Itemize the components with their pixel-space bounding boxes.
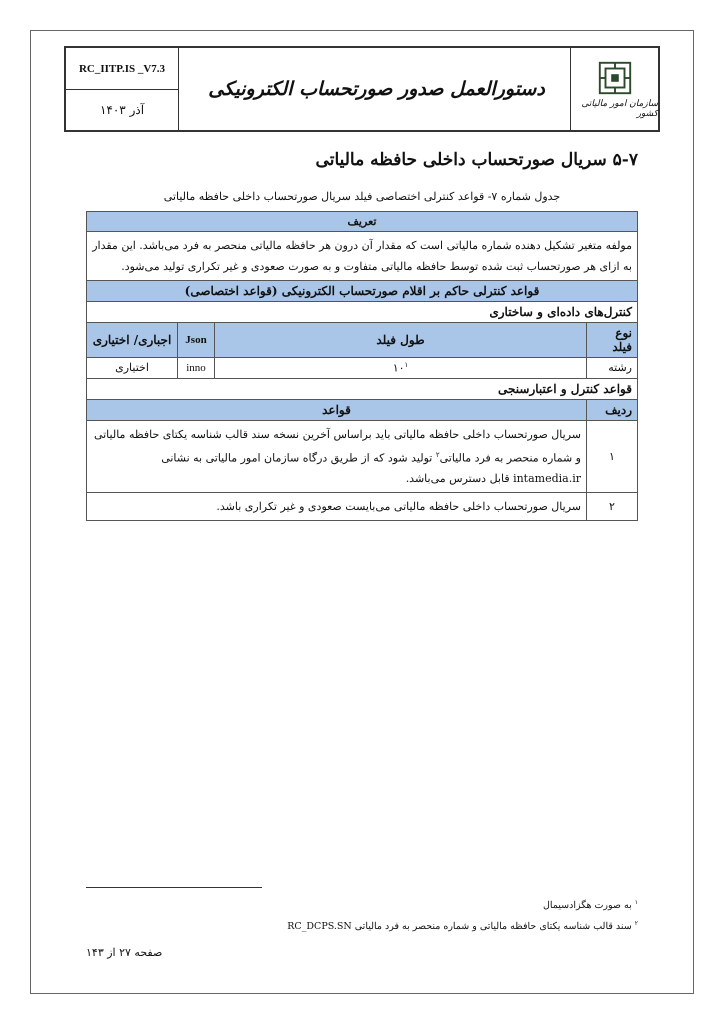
field-type-value: رشته bbox=[587, 358, 638, 379]
organization-name: سازمان امور مالیاتی کشور bbox=[581, 99, 658, 119]
document-code: RC_IITP.IS _V7.3 bbox=[66, 48, 179, 90]
rule-text-part: تولید شود که از طریق درگاه سازمان امور مالیاتی به نشانی intamedia.ir قابل دسترس می‌باشد. bbox=[161, 451, 581, 486]
section-title: ۵-۷ سریال صورتحساب داخلی حافظه مالیاتی bbox=[315, 150, 638, 170]
definition-heading: تعریف bbox=[87, 212, 638, 232]
column-header-row-number: ردیف bbox=[587, 399, 638, 420]
table-row bbox=[87, 493, 638, 521]
footnote-text: سند قالب شناسه یکتای حافظه مالیاتی و شماره منحصر به فرد مالیاتی RC_DCPS.SN bbox=[287, 921, 632, 933]
field-length-value: ۱۰ bbox=[392, 361, 405, 375]
footnote-number: ۲ bbox=[634, 920, 638, 927]
column-header-required: اجباری/ اختیاری bbox=[87, 323, 178, 358]
footnote-separator bbox=[86, 887, 262, 888]
rules-table bbox=[86, 211, 638, 521]
page-number: صفحه ۲۷ از ۱۴۳ bbox=[86, 946, 163, 959]
rule-number: ۲ bbox=[587, 493, 638, 521]
footnote-ref-2: ۲ bbox=[435, 450, 440, 459]
validation-heading: قواعد کنترل و اعتبارسنجی bbox=[87, 378, 638, 399]
table-row bbox=[87, 358, 638, 379]
column-header-json: Json bbox=[178, 323, 215, 358]
rule-text bbox=[87, 420, 587, 493]
footnote-text: به صورت هگزادسیمال bbox=[542, 900, 632, 912]
footnote-1 bbox=[543, 899, 638, 911]
rule-text: سریال صورتحساب داخلی حافظه مالیاتی می‌بایست صعودی و غیر تکراری باشد. bbox=[87, 493, 587, 521]
rule-number: ۱ bbox=[587, 420, 638, 493]
definition-text: مولفه متغیر تشکیل دهنده شماره مالیاتی است که مقدار آن درون هر حافظه مالیاتی منحصر به فرد می‌باشد. این مقدار به ازای هر صورتحساب ثبت شده توسط حافظه مالیاتی متفاوت و به صورت صعودی و غیر تکراری تولید می‌شود. bbox=[87, 232, 638, 281]
column-header-length: طول فیلد bbox=[215, 323, 587, 358]
footnote-number: ۱ bbox=[634, 899, 638, 906]
json-key-value: inno bbox=[178, 358, 215, 379]
structure-heading: کنترل‌های داده‌ای و ساختاری bbox=[87, 302, 638, 323]
table-caption: جدول شماره ۷- قواعد کنترلی اختصاصی فیلد سریال صورتحساب داخلی حافظه مالیاتی bbox=[163, 190, 561, 203]
document-header bbox=[64, 46, 660, 132]
footnote-2 bbox=[287, 920, 638, 932]
organization-logo bbox=[570, 48, 658, 130]
document-title: دستورالعمل صدور صورتحساب الکترونیکی bbox=[208, 78, 545, 100]
required-value: اختیاری bbox=[87, 358, 178, 379]
rule-text-part: سریال صورتحساب داخلی حافظه مالیاتی باید براساس آخرین نسخه سند قالب شناسه یکتای حافظه مالیاتی و شماره منحصر به فرد مالیاتی bbox=[93, 427, 581, 465]
document-date: آذر ۱۴۰۳ bbox=[66, 90, 179, 130]
footnote-ref-1: ۱ bbox=[404, 361, 409, 369]
rules-heading: قواعد کنترلی حاکم بر اقلام صورتحساب الکترونیکی (قواعد اختصاصی) bbox=[87, 281, 638, 302]
column-header-type: نوع فیلد bbox=[587, 323, 638, 358]
field-length-cell bbox=[215, 358, 587, 379]
emblem-icon bbox=[596, 59, 634, 97]
table-row bbox=[87, 420, 638, 493]
column-header-rules: قواعد bbox=[87, 399, 587, 420]
